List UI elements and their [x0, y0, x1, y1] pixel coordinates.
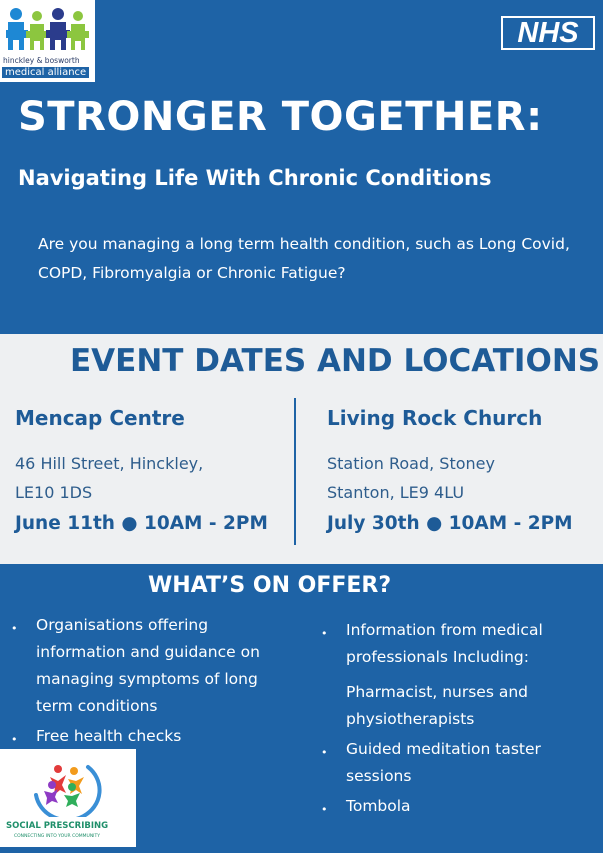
- list-item: • Guided meditation taster sessions: [317, 736, 597, 790]
- list-item: • Tombola: [317, 793, 597, 820]
- social-prescribing-figures-icon: [28, 755, 104, 817]
- offer-heading: WHAT’S ON OFFER?: [148, 573, 392, 598]
- venue-address-line: 46 Hill Street, Hinckley,: [15, 454, 204, 473]
- venue-name: Living Rock Church: [327, 406, 543, 430]
- logo-text-top: hinckley & bosworth: [3, 56, 80, 65]
- venue-address-line: Station Road, Stoney: [327, 454, 495, 473]
- venue-address: [15, 449, 203, 507]
- events-heading: EVENT DATES AND LOCATIONS: [70, 343, 601, 379]
- venue-name: Mencap Centre: [15, 406, 185, 430]
- nhs-logo: [501, 16, 595, 50]
- venue-date-time: July 30th ● 10AM - 2PM: [327, 513, 573, 534]
- venue-address: [327, 449, 495, 507]
- intro-text: Are you managing a long term health condition, such as Long Covid, COPD, Fibromyalgia or Chronic Fatigue?: [38, 235, 570, 282]
- alliance-logo: [0, 0, 95, 82]
- offer-list-right: [317, 617, 597, 823]
- people-figures-icon: [6, 6, 90, 52]
- venue-address-line: LE10 1DS: [15, 483, 93, 502]
- logo-text-bottom: medical alliance: [2, 67, 89, 78]
- list-item: • Free health checks: [7, 723, 299, 750]
- page-subtitle: Navigating Life With Chronic Conditions: [18, 166, 492, 190]
- nhs-logo-text: NHS: [503, 18, 593, 48]
- social-prescribing-title: SOCIAL PRESCRIBING: [6, 821, 109, 831]
- list-item: • Information from medical professionals Including:: [317, 617, 597, 671]
- social-prescribing-logo: [0, 749, 136, 847]
- social-prescribing-tagline: CONNECTING INTO YOUR COMMUNITY: [14, 834, 101, 839]
- venue-divider: [294, 398, 296, 545]
- list-item-sub: Pharmacist, nurses and physiotherapists: [346, 683, 528, 728]
- venue-address-line: Stanton, LE9 4LU: [327, 483, 465, 502]
- page-title: STRONGER TOGETHER:: [18, 94, 543, 140]
- list-item: • Organisations offering information and guidance on managing symptoms of long term conditions: [7, 612, 299, 720]
- venue-date-time: June 11th ● 10AM - 2PM: [15, 513, 268, 534]
- offer-list-left: [7, 612, 299, 753]
